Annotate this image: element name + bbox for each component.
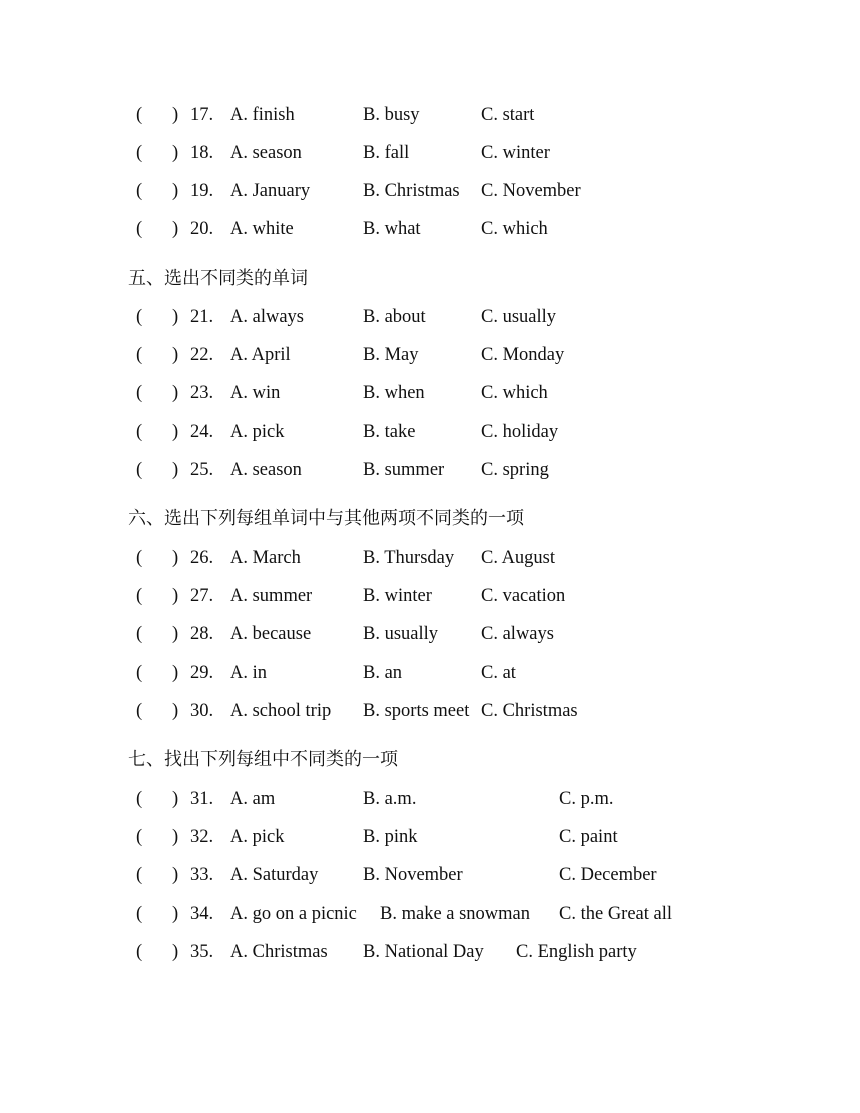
option-a: A. April — [230, 345, 291, 365]
option-c: C. November — [481, 181, 581, 201]
option-a: A. season — [230, 460, 302, 480]
answer-paren-open[interactable]: ( — [136, 181, 143, 201]
option-c: C. usually — [481, 307, 557, 327]
question-number: 26. — [190, 548, 214, 568]
option-c: C. holiday — [481, 422, 559, 442]
question-number: 25. — [190, 460, 214, 480]
option-c: C. at — [481, 663, 516, 683]
option-b: B. busy — [363, 105, 420, 125]
option-a: A. March — [230, 548, 301, 568]
option-b: B. summer — [363, 460, 445, 480]
question-number: 34. — [190, 904, 214, 924]
answer-paren-close: ) — [172, 460, 179, 480]
answer-paren-open[interactable]: ( — [136, 663, 143, 683]
answer-paren-close: ) — [172, 548, 179, 568]
answer-paren-close: ) — [172, 865, 179, 885]
option-c: C. which — [481, 219, 548, 239]
option-b: B. sports meet — [363, 701, 470, 721]
answer-paren-close: ) — [172, 624, 179, 644]
answer-paren-open[interactable]: ( — [136, 105, 143, 125]
option-a: A. pick — [230, 422, 285, 442]
answer-paren-close: ) — [172, 181, 179, 201]
option-a: A. season — [230, 143, 302, 163]
answer-paren-close: ) — [172, 219, 179, 239]
question-number: 24. — [190, 422, 214, 442]
answer-paren-open[interactable]: ( — [136, 383, 143, 403]
option-b: B. Thursday — [363, 548, 455, 568]
option-a: A. in — [230, 663, 267, 683]
option-a: A. Saturday — [230, 865, 319, 885]
option-b: B. November — [363, 865, 463, 885]
option-a: A. always — [230, 307, 304, 327]
option-c: C. August — [481, 548, 556, 568]
answer-paren-open[interactable]: ( — [136, 548, 143, 568]
option-b: B. take — [363, 422, 416, 442]
answer-paren-open[interactable]: ( — [136, 586, 143, 606]
answer-paren-close: ) — [172, 904, 179, 924]
answer-paren-open[interactable]: ( — [136, 219, 143, 239]
option-c: C. vacation — [481, 586, 566, 606]
answer-paren-close: ) — [172, 827, 179, 847]
question-number: 20. — [190, 219, 214, 239]
question-number: 23. — [190, 383, 214, 403]
answer-paren-close: ) — [172, 383, 179, 403]
answer-paren-close: ) — [172, 422, 179, 442]
question-number: 29. — [190, 663, 214, 683]
option-a: A. am — [230, 789, 276, 809]
option-c: C. p.m. — [559, 789, 614, 809]
answer-paren-open[interactable]: ( — [136, 345, 143, 365]
option-c: C. always — [481, 624, 554, 644]
option-b: B. winter — [363, 586, 432, 606]
option-b: B. when — [363, 383, 425, 403]
option-c: C. winter — [481, 143, 550, 163]
option-c: C. spring — [481, 460, 549, 480]
option-c: C. which — [481, 383, 548, 403]
question-number: 18. — [190, 143, 214, 163]
question-number: 33. — [190, 865, 214, 885]
answer-paren-close: ) — [172, 143, 179, 163]
question-number: 27. — [190, 586, 214, 606]
answer-paren-open[interactable]: ( — [136, 307, 143, 327]
answer-paren-close: ) — [172, 663, 179, 683]
answer-paren-open[interactable]: ( — [136, 827, 143, 847]
question-number: 19. — [190, 181, 214, 201]
question-number: 31. — [190, 789, 214, 809]
answer-paren-open[interactable]: ( — [136, 942, 143, 962]
option-a: A. school trip — [230, 701, 332, 721]
section-heading: 五、选出不同类的单词 — [128, 268, 308, 289]
option-c: C. Christmas — [481, 701, 578, 721]
answer-paren-close: ) — [172, 942, 179, 962]
option-a: A. win — [230, 383, 281, 403]
option-b: B. usually — [363, 624, 439, 644]
option-b: B. May — [363, 345, 419, 365]
option-b: B. pink — [363, 827, 418, 847]
option-b: B. an — [363, 663, 403, 683]
option-c: C. December — [559, 865, 657, 885]
answer-paren-open[interactable]: ( — [136, 789, 143, 809]
option-b: B. what — [363, 219, 421, 239]
option-a: A. because — [230, 624, 312, 644]
option-c: C. English party — [516, 942, 637, 962]
question-number: 30. — [190, 701, 214, 721]
option-a: A. go on a picnic — [230, 904, 357, 924]
question-number: 35. — [190, 942, 214, 962]
option-b: B. fall — [363, 143, 410, 163]
question-number: 28. — [190, 624, 214, 644]
answer-paren-close: ) — [172, 345, 179, 365]
section-heading: 七、找出下列每组中不同类的一项 — [128, 749, 398, 770]
question-number: 17. — [190, 105, 214, 125]
option-c: C. start — [481, 105, 535, 125]
question-number: 22. — [190, 345, 214, 365]
answer-paren-open[interactable]: ( — [136, 701, 143, 721]
option-b: B. National Day — [363, 942, 484, 962]
answer-paren-open[interactable]: ( — [136, 865, 143, 885]
option-b: B. make a snowman — [380, 904, 531, 924]
answer-paren-open[interactable]: ( — [136, 460, 143, 480]
answer-paren-close: ) — [172, 105, 179, 125]
option-c: C. paint — [559, 827, 618, 847]
option-a: A. summer — [230, 586, 313, 606]
answer-paren-open[interactable]: ( — [136, 904, 143, 924]
option-c: C. Monday — [481, 345, 565, 365]
option-a: A. white — [230, 219, 294, 239]
answer-paren-open[interactable]: ( — [136, 143, 143, 163]
option-b: B. Christmas — [363, 181, 460, 201]
option-b: B. about — [363, 307, 426, 327]
answer-paren-close: ) — [172, 307, 179, 327]
answer-paren-open[interactable]: ( — [136, 422, 143, 442]
answer-paren-close: ) — [172, 789, 179, 809]
option-c: C. the Great all — [559, 904, 673, 924]
option-a: A. pick — [230, 827, 285, 847]
answer-paren-close: ) — [172, 701, 179, 721]
answer-paren-open[interactable]: ( — [136, 624, 143, 644]
option-a: A. finish — [230, 105, 295, 125]
option-a: A. Christmas — [230, 942, 328, 962]
answer-paren-close: ) — [172, 586, 179, 606]
question-number: 21. — [190, 307, 214, 327]
question-number: 32. — [190, 827, 214, 847]
option-a: A. January — [230, 181, 311, 201]
option-b: B. a.m. — [363, 789, 417, 809]
section-heading: 六、选出下列每组单词中与其他两项不同类的一项 — [128, 508, 524, 529]
